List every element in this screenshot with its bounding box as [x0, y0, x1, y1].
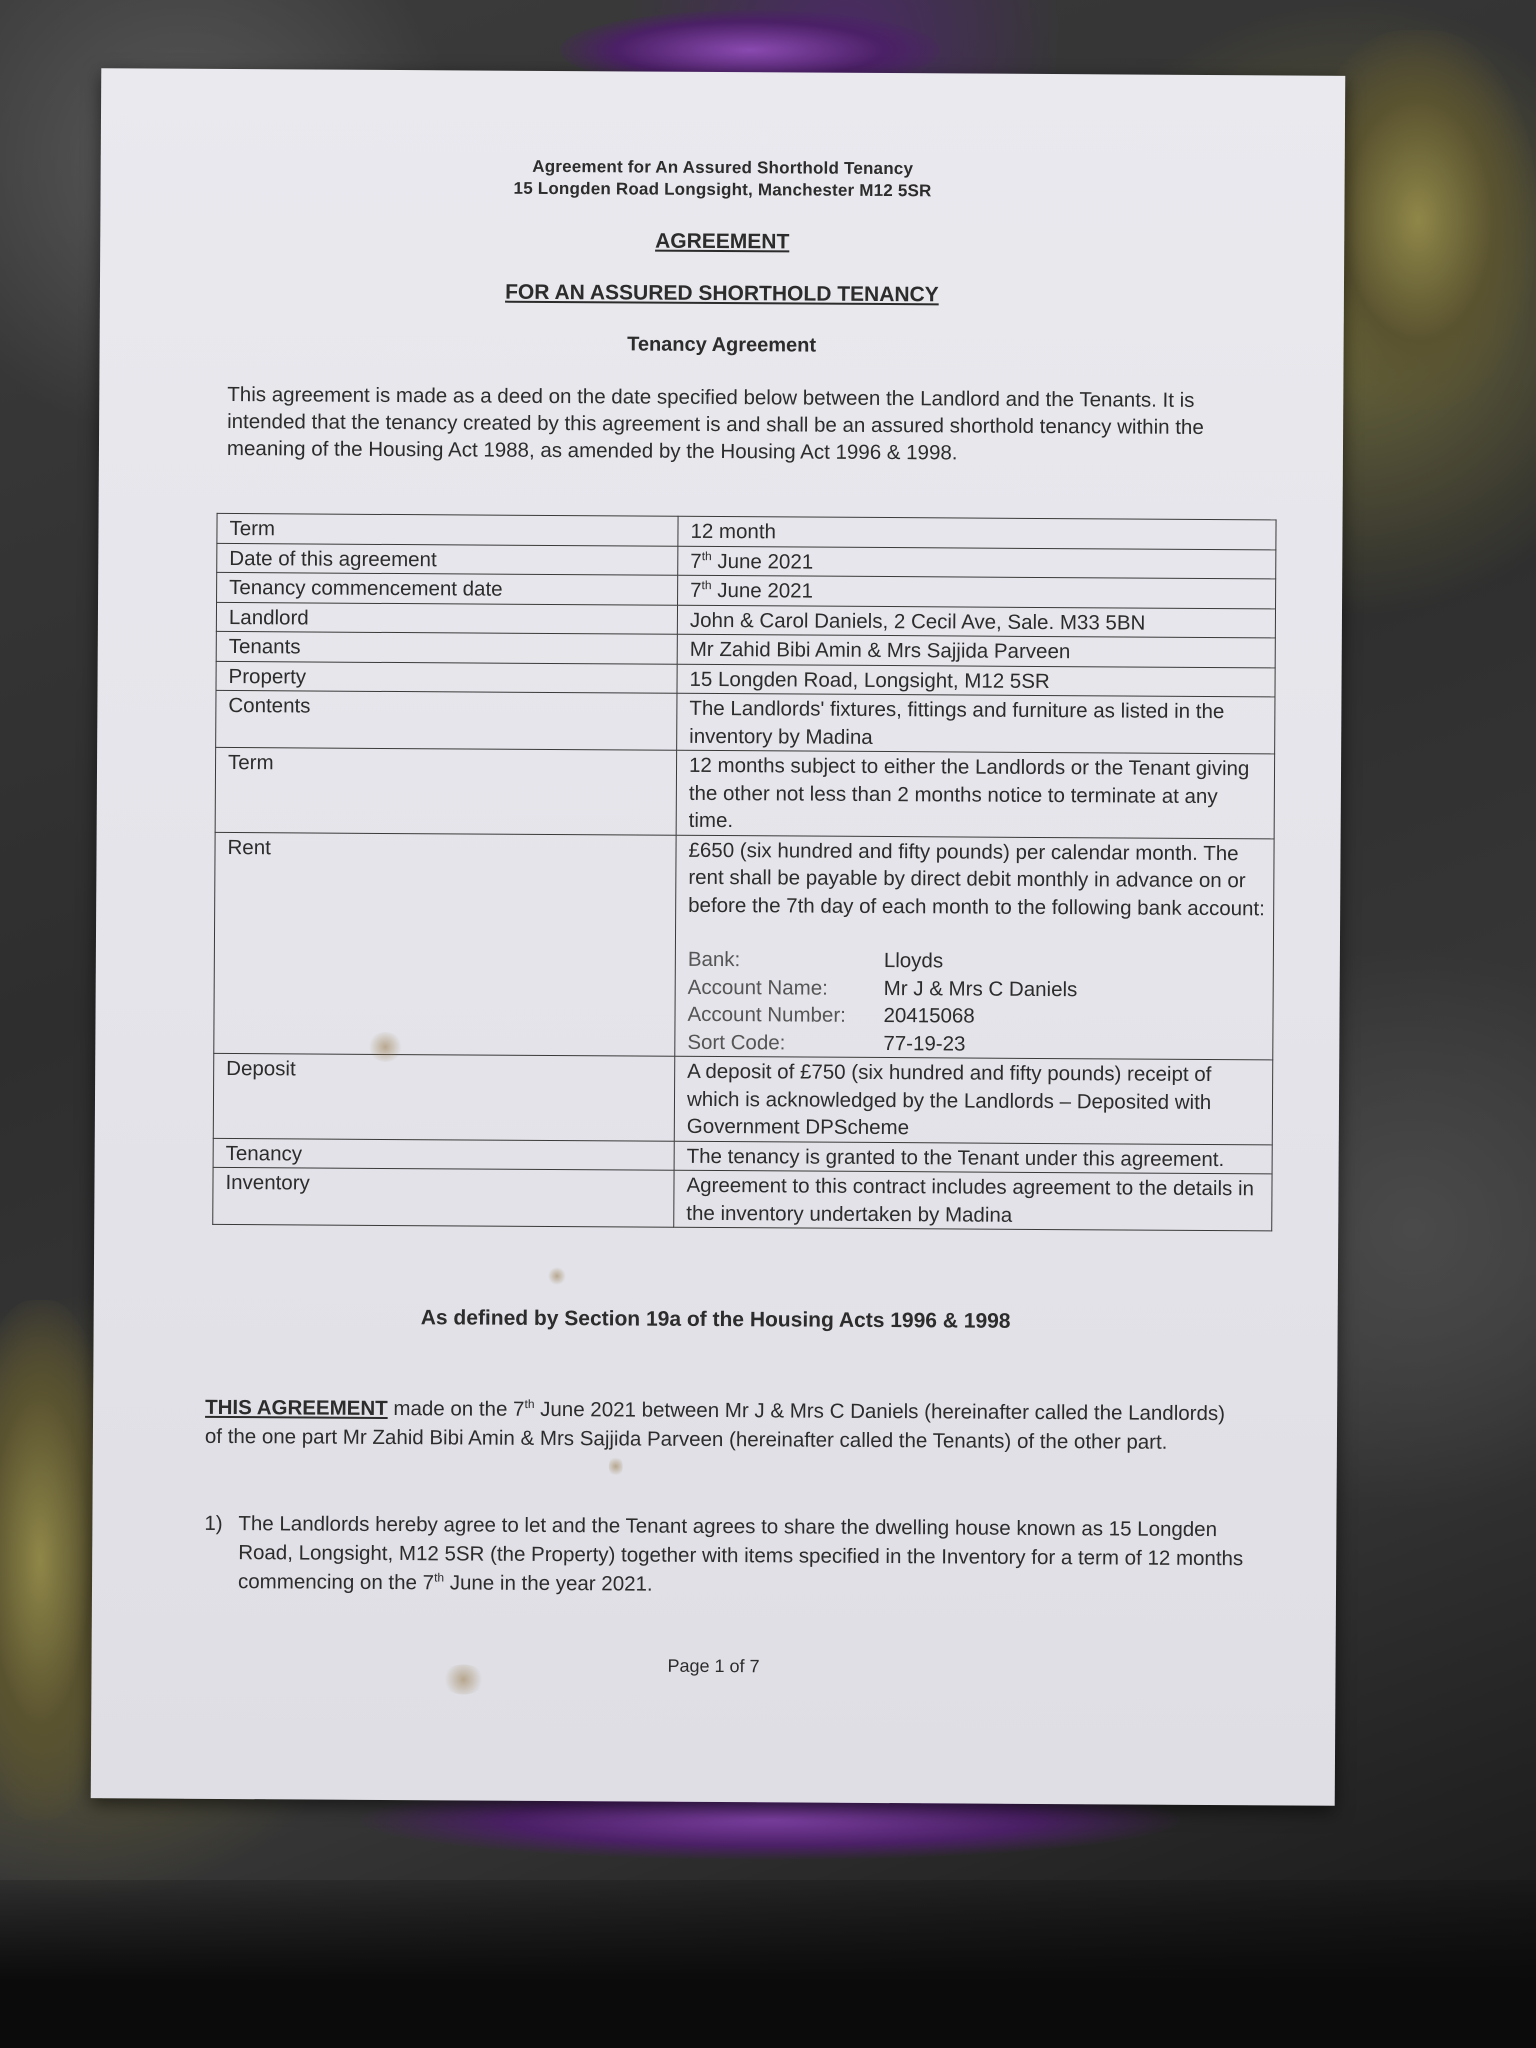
bank-row — [688, 973, 1265, 1004]
clause-date-suffix: th — [434, 1570, 445, 1585]
clause-text-1: The Landlords hereby agree to let and the Tenant agrees to share the dwelling house known as 15 Longden Road, Longsight, M12 5SR (the Property) together with items specified in the Inventory for a term of 12 months commencing on the 7 — [237, 1512, 1244, 1595]
bank-value: Mr J & Mrs C Daniels — [883, 976, 1078, 1001]
clause-number: 1) — [204, 1511, 223, 1535]
bank-key: Account Number: — [687, 1002, 846, 1027]
intro-paragraph: This agreement is made as a deed on the date specified below between the Landlord and the Tenants. It is intended that the tenancy created by this agreement is and shall be an assured shorthold tenancy within the meaning of the Housing Act 1988, as amended by the Housing Act 1996 & 1998. — [226, 382, 1204, 465]
document-subtitle-underlined: FOR AN ASSURED SHORTHOLD TENANCY — [505, 280, 939, 307]
clause-1 — [204, 1509, 1249, 1602]
bank-key: Account Name: — [687, 975, 828, 1000]
row-value: Agreement to this contract includes agreement to the details in the inventory undertaken by Madina — [674, 1170, 1272, 1231]
row-label: Contents — [216, 690, 677, 750]
row-value: John & Carol Daniels, 2 Cecil Ave, Sale. M33 5BN — [677, 605, 1275, 638]
bank-row — [687, 1028, 1264, 1059]
table-row — [216, 690, 1275, 753]
bank-key: Bank: — [687, 947, 741, 972]
bank-row — [687, 1001, 1264, 1032]
row-label: Tenants — [216, 631, 677, 663]
bank-value: 77-19-23 — [883, 1031, 966, 1056]
row-value: 12 months subject to either the Landlords or the Tenant giving the other not less than 2 months notice to terminate at any time. — [676, 750, 1275, 838]
header-line-2: 15 Longden Road Longsight, Manchester M12 5SR — [513, 178, 932, 201]
agreement-lead: THIS AGREEMENT — [205, 1395, 388, 1420]
row-label: Term — [217, 513, 678, 545]
agreement-text-2: June 2021 between Mr J & Mrs C Daniels (hereinafter called the Landlords) of the one part Mr Zahid Bibi Amin & Mrs Sajjida Parveen (hereinafter called the Tenants) of the other part. — [204, 1397, 1226, 1454]
row-label: Tenancy — [213, 1138, 674, 1170]
terms-table — [212, 513, 1276, 1231]
page-number: Page 1 of 7 — [667, 1655, 760, 1677]
table-row — [213, 1167, 1272, 1230]
stain-mark — [367, 1032, 403, 1062]
row-value — [678, 575, 1276, 608]
rent-text: £650 (six hundred and fifty pounds) per calendar month. The rent shall be payable by direct debit monthly in advance on or before the 7th day of each month to the following bank account: — [688, 838, 1265, 920]
date-day: 7 — [690, 578, 702, 602]
stain-mark — [441, 1664, 485, 1694]
agreement-paragraph — [205, 1393, 1245, 1457]
row-label: Rent — [214, 832, 676, 1056]
agreement-text-1: made on the 7 — [387, 1396, 525, 1421]
row-label: Inventory — [213, 1167, 674, 1227]
row-value: A deposit of £750 (six hundred and fifty pounds) receipt of which is acknowledged by the Landlords – Deposited with Government DPScheme — [674, 1056, 1273, 1144]
row-label: Property — [216, 661, 677, 693]
table-row — [213, 1053, 1272, 1144]
bank-value: Lloyds — [883, 949, 944, 973]
date-suffix: th — [701, 578, 712, 593]
row-value: The Landlords' fixtures, fittings and furniture as listed in the inventory by Madina — [677, 693, 1275, 754]
row-label: Deposit — [213, 1053, 675, 1140]
row-value: The tenancy is granted to the Tenant under this agreement. — [674, 1141, 1272, 1174]
bank-value: 20415068 — [883, 1004, 975, 1028]
bank-key: Sort Code: — [687, 1030, 786, 1054]
section-reference: As defined by Section 19a of the Housing Acts 1996 & 1998 — [420, 1306, 1011, 1333]
row-label: Term — [215, 747, 677, 834]
row-label: Date of this agreement — [217, 543, 678, 575]
header-line-1: Agreement for An Assured Shorthold Tenancy — [532, 156, 914, 179]
row-label: Landlord — [216, 602, 677, 634]
dark-floor — [0, 1880, 1536, 2048]
date-suffix: th — [701, 548, 712, 563]
row-value — [675, 835, 1274, 1060]
agreement-date-suffix: th — [524, 1396, 535, 1412]
document-page — [91, 68, 1346, 1806]
row-value: Mr Zahid Bibi Amin & Mrs Sajjida Parveen — [677, 634, 1275, 667]
date-day: 7 — [690, 549, 702, 573]
row-value — [678, 546, 1276, 579]
clause-text — [238, 1509, 1249, 1602]
stain-mark — [609, 1455, 623, 1477]
table-row — [214, 832, 1274, 1060]
clause-text-2: June in the year 2021. — [444, 1571, 653, 1596]
table-row — [215, 747, 1274, 838]
date-rest: June 2021 — [711, 578, 814, 603]
row-value: 12 month — [678, 516, 1276, 549]
document-title: AGREEMENT — [655, 229, 790, 254]
row-label: Tenancy commencement date — [217, 572, 678, 604]
stain-mark — [548, 1267, 566, 1285]
date-rest: June 2021 — [711, 549, 814, 574]
row-value: 15 Longden Road, Longsight, M12 5SR — [677, 664, 1275, 697]
bank-row — [688, 946, 1265, 977]
document-subtitle: Tenancy Agreement — [627, 333, 817, 357]
